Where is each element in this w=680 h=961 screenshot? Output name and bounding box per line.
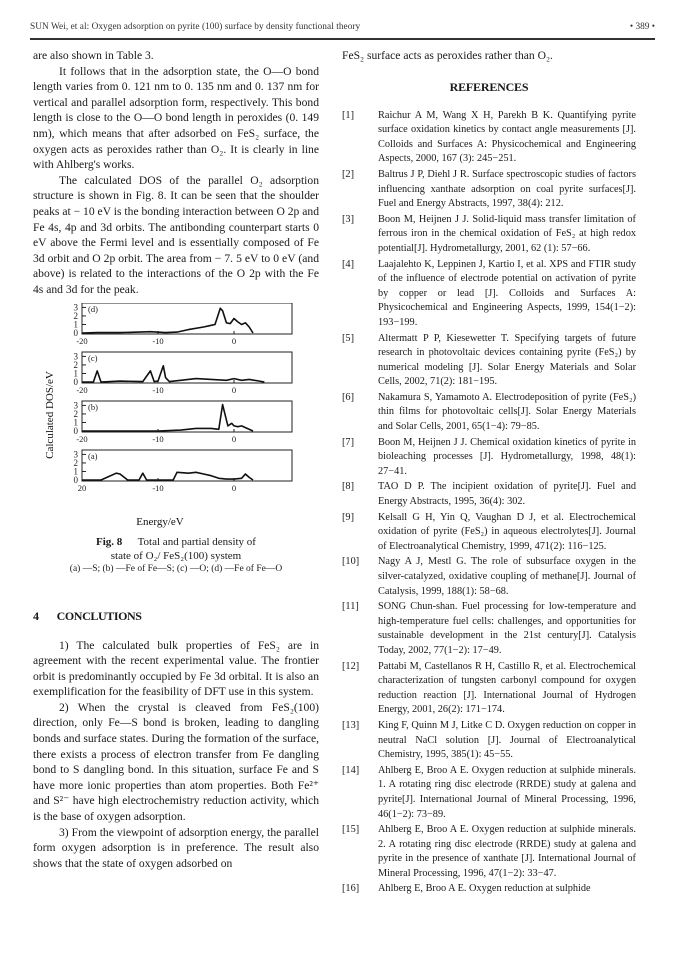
svg-text:0: 0	[231, 335, 237, 346]
reference-text: Baltrus J P, Diehl J R. Surface spectroscopic studies of factors influencing xanthate adsorption on coal pyrite surfaces[J]. Fuel and Energy Abstracts, 1997, 38(4): 212.	[378, 168, 636, 210]
figure-label: Fig. 8	[96, 535, 123, 548]
svg-text:-10: -10	[152, 384, 164, 395]
reference-item	[342, 555, 636, 599]
reference-item	[342, 391, 636, 435]
svg-text:-20: -20	[76, 433, 88, 444]
svg-text:0: 0	[231, 384, 237, 395]
reference-text: Ahlberg E, Broo A E. Oxygen reduction at sulphide	[378, 883, 591, 895]
reference-number: [7]	[342, 436, 355, 448]
dos-panel-c	[74, 351, 293, 395]
section-number: 4	[33, 608, 39, 623]
reference-number: [14]	[342, 764, 360, 776]
svg-text:1: 1	[73, 367, 78, 378]
reference-number: [9]	[342, 511, 355, 523]
reference-number: [5]	[342, 332, 355, 344]
reference-text: Boon M, Heijnen J J. Chemical oxidation kinetics of pyrite in bioleaching processes [J]. Hydrometallurgy, 1998, 48(1): 27−41.	[378, 436, 636, 477]
reference-text: Pattabi M, Castellanos R H, Castillo R, et al. Electrochemical characterization of tungsten carbonyl compound for oxygen reduction reaction [J]. International Journal of Hydrogen Energy, 2001, 26(2): 171−174.	[378, 660, 636, 716]
reference-item	[342, 109, 636, 167]
reference-number: [11]	[342, 601, 359, 613]
reference-text: Kelsall G H, Yin Q, Vaughan D J, et al. Electrochemical oxidation of pyrite (FeS₂) in aqueous electrolytes[J]. Journal of Electroanalytical Chemistry, 1999, 471(2): 116−125.	[378, 511, 636, 552]
reference-item	[342, 258, 636, 331]
y-axis-label: Calculated DOS/eV	[44, 370, 56, 459]
reference-item	[342, 600, 636, 658]
reference-text: TAO D P. The incipient oxidation of pyrite[J]. Fuel and Energy Abstracts, 1995, 36(4): 302.	[378, 481, 636, 508]
svg-text:(d): (d)	[88, 303, 98, 314]
conclusion-paragraph: 3) From the viewpoint of adsorption energy, the parallel form oxygen adsorption is in preference. The result also shows that the state of oxygen adsorbed on	[33, 825, 319, 870]
reference-number: [16]	[342, 883, 360, 895]
reference-number: [8]	[342, 481, 355, 493]
dos-plot	[33, 303, 319, 533]
references-heading: REFERENCES	[449, 79, 529, 94]
reference-text: Ahlberg E, Broo A E. Oxygen reduction at sulphide minerals. 2. A rotating ring disc electrode (RRDE) study at galena and pyrite in the presence of xanthate [J]. International Journal of Mineral Processing, 1996, 47(1−2): 33−47.	[378, 824, 636, 879]
svg-text:2: 2	[73, 408, 78, 419]
svg-text:0: 0	[231, 482, 237, 493]
svg-text:1: 1	[73, 318, 78, 329]
svg-text:0: 0	[73, 474, 78, 485]
svg-text:3: 3	[73, 399, 78, 410]
svg-text:1: 1	[73, 465, 78, 476]
figure-8-dos-chart	[33, 303, 319, 593]
svg-text:-10: -10	[152, 335, 164, 346]
left-column	[33, 48, 319, 871]
reference-text: Nagy A J, Mestl G. The role of subsurface oxygen in the silver-catalyzed, oxidative coupling of methane[J]. Journal of Catalysis, 1999, 188(1): 58−68.	[378, 556, 636, 597]
figure-caption-line1: Total and partial density of	[137, 535, 256, 548]
dos-panel-d	[74, 303, 293, 346]
svg-text:0: 0	[73, 425, 78, 436]
reference-item	[342, 719, 636, 763]
reference-item	[342, 823, 636, 881]
section-title: CONCLUTIONS	[56, 608, 142, 623]
reference-number: [10]	[342, 556, 360, 568]
svg-text:0: 0	[73, 327, 78, 338]
svg-text:3: 3	[73, 350, 78, 361]
svg-text:20: 20	[77, 482, 87, 493]
reference-item	[342, 213, 636, 257]
svg-text:(a): (a)	[88, 450, 98, 461]
svg-text:3: 3	[73, 302, 78, 312]
header-rule	[30, 38, 655, 40]
svg-text:0: 0	[73, 376, 78, 387]
svg-text:1: 1	[73, 416, 78, 427]
reference-text: King F, Quinn M J, Litke C D. Oxygen reduction on copper in neutral NaCl solution [J]. Journal of Electroanalytical Chemistry, 1995, 385(1): 45−55.	[378, 719, 636, 761]
body-paragraph: are also shown in Table 3.	[33, 49, 154, 62]
reference-item	[342, 436, 636, 480]
reference-item	[342, 511, 636, 555]
reference-item	[342, 764, 636, 822]
reference-text: Ahlberg E, Broo A E. Oxygen reduction at sulphide minerals. 1. A rotating ring disc electrode (RRDE) study at galena and pyrite[J]. International Journal of Mineral Processing, 1996, 46(1−2): 73−89.	[378, 764, 636, 820]
reference-number: [2]	[342, 168, 355, 180]
reference-text: Boon M, Heijnen J J. Solid-liquid mass transfer limitation of ferrous iron in the chemical oxidation of FeS₂ at high redox potential[J]. Hydrometallurgy, 2001, 62 (1): 57−66.	[378, 213, 636, 254]
reference-list	[342, 109, 636, 897]
reference-number: [4]	[342, 258, 355, 270]
reference-number: [13]	[342, 719, 360, 731]
reference-text: Laajalehto K, Leppinen J, Kartio I, et al. XPS and FTIR study of the influence of electrode potential on activation of pyrite by copper or lead [J]. Colloids and Surfaces A: Physicochemical and Engineering Aspects, 1999, 154(1−2): 193−199.	[378, 258, 636, 328]
dos-panel-b	[74, 400, 293, 444]
reference-number: [12]	[342, 660, 360, 672]
reference-text: Raichur A M, Wang X H, Parekh B K. Quantifying pyrite surface oxidation kinetics by contact angle measurements [J]. Colloids and Surfaces A: Physicochemical and Engineering Aspects, 2000, 167 (3): 245−251.	[378, 109, 636, 165]
reference-item	[342, 480, 636, 509]
svg-text:(c): (c)	[88, 352, 98, 363]
svg-text:-10: -10	[152, 433, 164, 444]
reference-number: [6]	[342, 391, 355, 403]
svg-text:2: 2	[73, 310, 78, 321]
conclusion-paragraph: 2) When the crystal is cleaved from FeS₂(100) direction, only Fe—S bond is broken, leading to dangling bonds and surface states. During the formation of the surface, there exists a process of electron transfer from Fe dangling bond to S dangling bond. In this situation, surface Fe and S have more ionic properties than atom properties. Both Fe²⁺ and S²⁻ have high electrochemistry reduction activity, which is the base of oxygen adsorption.	[33, 700, 319, 824]
svg-text:(b): (b)	[88, 401, 98, 412]
svg-text:-20: -20	[76, 384, 88, 395]
reference-text: SONG Chun-shan. Fuel processing for low-temperature and high-temperature fuel cells: challenges, and opportunities for sustainable development in the 21st century[J]. Catalysis Today, 2002, 77(1−2): 17−49.	[378, 601, 636, 656]
reference-item	[342, 660, 636, 718]
svg-text:-20: -20	[76, 335, 88, 346]
body-paragraph: The calculated DOS of the parallel O₂ adsorption structure is shown in Fig. 8. It can be seen that the shoulder peaks at − 10 eV is the bonding interaction between O 2p and Fe 4s, 4p and 3d orbits. The antibonding counterpart starts 0 eV above the Fermi level and is essentially composed of Fe 3d orbit and O 2p orbit. The area from − 7. 5 eV to 0 eV (and above) is related to the interactions of the O 2p with the Fe 4s and 3d for the peak.	[33, 173, 319, 296]
figure-legend: (a) —S; (b) —Fe of Fe—S; (c) —O; (d) —Fe of Fe—O	[69, 563, 283, 574]
svg-text:2: 2	[73, 457, 78, 468]
reference-item	[342, 882, 636, 897]
svg-text:-10: -10	[152, 482, 164, 493]
figure-caption-line2: state of O₂/ FeS₂(100) system	[110, 549, 242, 562]
reference-number: [15]	[342, 824, 360, 836]
conclusion-paragraph: 1) The calculated bulk properties of FeS₂ are in agreement with the recent experimental value. The frontier orbit is predominantly occupied by Fe 3d orbital. It is also an exemplification for the feasibility of DFT use in this system.	[33, 638, 319, 699]
reference-text: Nakamura S, Yamamoto A. Electrodeposition of pyrite (FeS₂) thin films for photovoltaic cells[J]. Solar Energy Materials and Solar Cells, 2001, 65(1−4): 79−85.	[378, 391, 636, 433]
reference-text: Altermatt P P, Kiesewetter T. Specifying targets of future research in photovoltaic devices containing pyrite (FeS₂) by numerical modeling [J]. Solar Energy Materials and Solar Cells, 2002, 71(2): 181−195.	[378, 332, 636, 388]
reference-item	[342, 332, 636, 390]
svg-text:3: 3	[73, 448, 78, 459]
page-number: • 389 •	[629, 22, 655, 32]
figure-caption	[33, 535, 319, 576]
right-column	[342, 48, 636, 898]
reference-item	[342, 168, 636, 212]
reference-number: [3]	[342, 213, 355, 225]
x-axis-label: Energy/eV	[136, 515, 184, 528]
dos-panel-a	[74, 449, 293, 493]
svg-text:2: 2	[73, 359, 78, 370]
running-header	[30, 22, 655, 36]
section-heading	[33, 609, 319, 624]
reference-number: [1]	[342, 109, 355, 121]
body-paragraph: It follows that in the adsorption state, the O—O bond length varies from 0. 121 nm to 0. 135 nm and 0. 137 nm for vertical and parallel adsorption form, respectively. This bond length is close to the O—O bond length in peroxides (0. 149 nm), which means that after adsorbed on FeS₂ surface, the oxygen acts as peroxides rather than O₂. It is clearly in line with Ahlberg's works.	[33, 64, 319, 172]
running-header-title: SUN Wei, et al: Oxygen adsorption on pyrite (100) surface by density functional theory	[30, 22, 361, 32]
svg-text:0: 0	[231, 433, 237, 444]
body-paragraph-continuation: FeS₂ surface acts as peroxides rather than O₂.	[342, 49, 553, 62]
